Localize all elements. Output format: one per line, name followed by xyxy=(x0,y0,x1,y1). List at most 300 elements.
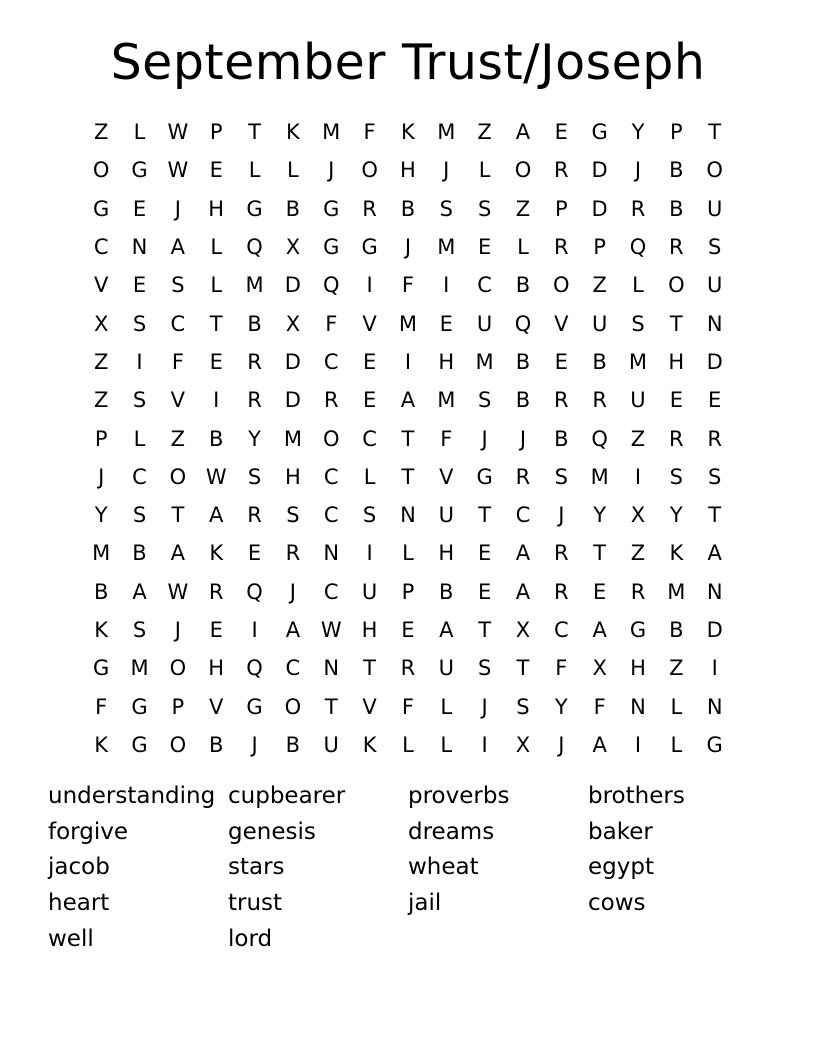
grid-letter: G xyxy=(93,196,110,221)
grid-letter: R xyxy=(630,579,646,604)
grid-letter: K xyxy=(401,120,415,145)
grid-letter: M xyxy=(437,120,456,145)
word-list-item: dreams xyxy=(408,818,495,845)
grid-row xyxy=(82,649,734,687)
grid-letter: V xyxy=(439,464,454,489)
grid-letter: E xyxy=(477,235,492,260)
grid-letter: C xyxy=(323,579,339,604)
grid-letter: N xyxy=(400,503,416,528)
grid-letter: C xyxy=(323,464,339,489)
grid-letter: S xyxy=(477,656,492,681)
word-list-item: well xyxy=(48,925,94,952)
grid-letter: R xyxy=(592,388,607,413)
grid-letter: S xyxy=(362,503,377,528)
grid-letter: E xyxy=(209,158,223,183)
grid-letter: V xyxy=(554,311,569,336)
grid-row xyxy=(82,726,734,764)
word-list-item: proverbs xyxy=(408,783,510,809)
grid-letter: M xyxy=(437,235,456,260)
grid-letter: C xyxy=(93,235,109,260)
grid-letter: Z xyxy=(93,120,109,145)
grid-letter: S xyxy=(286,503,300,528)
grid-letter: B xyxy=(515,388,531,413)
grid-letter: B xyxy=(669,158,684,183)
word-list-item: egypt xyxy=(588,854,654,881)
grid-letter: U xyxy=(476,311,493,336)
grid-letter: U xyxy=(706,273,723,298)
grid-letter: H xyxy=(208,656,225,681)
grid-letter: Q xyxy=(246,579,263,604)
grid-letter: U xyxy=(706,196,723,221)
grid-letter: H xyxy=(361,618,378,642)
grid-letter: S xyxy=(708,464,722,489)
grid-letter: J xyxy=(98,464,105,489)
grid-letter: U xyxy=(361,579,378,604)
grid-letter: W xyxy=(320,618,342,642)
grid-letter: Q xyxy=(514,311,532,336)
grid-letter: A xyxy=(132,579,147,604)
grid-letter: S xyxy=(669,464,683,489)
grid-letter: Z xyxy=(669,656,684,681)
grid-letter: C xyxy=(477,273,492,298)
grid-letter: R xyxy=(554,541,569,566)
grid-letter: F xyxy=(440,426,453,451)
grid-letter: V xyxy=(209,694,224,719)
grid-letter: N xyxy=(706,311,723,336)
grid-letter: A xyxy=(592,618,607,642)
grid-letter: O xyxy=(668,273,685,298)
grid-letter: Q xyxy=(322,273,340,298)
grid-letter: D xyxy=(706,618,723,642)
grid-letter: M xyxy=(130,656,149,681)
grid-letter: I xyxy=(634,464,642,489)
grid-letter: X xyxy=(592,656,607,681)
grid-letter: E xyxy=(554,120,568,145)
grid-letter: O xyxy=(92,158,110,183)
grid-letter: L xyxy=(210,235,223,260)
grid-letter: T xyxy=(516,656,530,681)
grid-letter: H xyxy=(438,541,455,566)
grid-letter: T xyxy=(363,656,376,681)
grid-letter: T xyxy=(478,503,492,528)
grid-letter: O xyxy=(169,656,187,681)
grid-letter: M xyxy=(590,464,609,489)
grid-letter: G xyxy=(591,120,608,145)
grid-letter: I xyxy=(404,349,412,374)
grid-letter: B xyxy=(208,426,224,451)
grid-letter: D xyxy=(591,158,608,183)
grid-letter: R xyxy=(630,196,646,221)
grid-letter: B xyxy=(669,618,684,642)
grid-letter: N xyxy=(706,579,723,604)
grid-letter: T xyxy=(401,426,415,451)
grid-letter: X xyxy=(515,618,531,642)
grid-letter: F xyxy=(95,694,108,719)
grid-letter: X xyxy=(93,311,109,336)
grid-row xyxy=(82,458,734,496)
grid-letter: M xyxy=(628,349,648,374)
word-list-item: jail xyxy=(408,890,442,917)
grid-letter: B xyxy=(285,196,301,221)
grid-letter: J xyxy=(558,503,565,528)
grid-letter: X xyxy=(285,311,301,336)
grid-letter: V xyxy=(170,388,186,413)
grid-letter: P xyxy=(94,426,108,451)
grid-letter: O xyxy=(706,158,723,183)
grid-letter: Z xyxy=(592,273,607,298)
grid-letter: A xyxy=(209,503,224,528)
grid-letter: L xyxy=(287,158,299,183)
grid-letter: B xyxy=(285,732,301,757)
grid-letter: I xyxy=(366,273,373,298)
grid-letter: M xyxy=(437,388,456,413)
grid-letter: L xyxy=(210,273,223,298)
grid-letter: C xyxy=(132,464,147,489)
grid-letter: U xyxy=(438,503,454,528)
grid-letter: W xyxy=(167,120,189,145)
grid-row xyxy=(82,343,734,381)
grid-letter: J xyxy=(174,196,181,221)
grid-letter: C xyxy=(553,618,569,642)
grid-letter: K xyxy=(669,541,684,566)
grid-letter: L xyxy=(440,732,453,757)
grid-row xyxy=(82,190,734,228)
grid-letter: I xyxy=(366,541,373,566)
grid-letter: R xyxy=(554,158,569,183)
grid-letter: C xyxy=(170,311,186,336)
grid-letter: O xyxy=(553,273,570,298)
grid-letter: B xyxy=(515,273,531,298)
grid-letter: Y xyxy=(669,503,683,528)
grid-letter: Z xyxy=(93,349,109,374)
grid-letter: E xyxy=(132,273,147,298)
grid-letter: R xyxy=(208,579,224,604)
grid-letter: R xyxy=(285,541,301,566)
grid-letter: P xyxy=(171,694,185,719)
grid-row xyxy=(82,151,734,189)
grid-letter: K xyxy=(362,732,377,757)
grid-letter: C xyxy=(515,503,531,528)
grid-letter: I xyxy=(443,273,450,298)
grid-letter: L xyxy=(133,120,146,145)
grid-letter: L xyxy=(133,426,146,451)
grid-row xyxy=(82,419,734,457)
grid-letter: E xyxy=(209,618,223,642)
grid-letter: E xyxy=(362,349,377,374)
grid-letter: A xyxy=(515,120,531,145)
grid-letter: I xyxy=(711,656,718,681)
grid-letter: X xyxy=(285,235,301,260)
grid-letter: E xyxy=(247,541,262,566)
grid-letter: J xyxy=(558,732,565,757)
grid-letter: E xyxy=(708,388,722,413)
grid-letter: N xyxy=(630,694,646,719)
grid-letter: G xyxy=(246,694,263,719)
grid-letter: F xyxy=(593,694,606,719)
grid-letter: V xyxy=(362,311,377,336)
word-list xyxy=(48,779,768,957)
grid-letter: S xyxy=(171,273,185,298)
grid-letter: P xyxy=(209,120,223,145)
grid-letter: M xyxy=(667,579,686,604)
grid-letter: H xyxy=(630,656,646,681)
grid-letter: Y xyxy=(94,503,108,528)
grid-row xyxy=(82,304,734,342)
grid-row xyxy=(82,496,734,534)
grid-letter: R xyxy=(554,235,569,260)
grid-row xyxy=(82,381,734,419)
grid-letter: G xyxy=(131,732,148,757)
grid-letter: L xyxy=(440,694,453,719)
grid-row xyxy=(82,573,734,611)
grid-letter: Y xyxy=(631,120,645,145)
grid-letter: M xyxy=(245,273,264,298)
grid-letter: Z xyxy=(630,541,646,566)
grid-letter: G xyxy=(476,464,493,489)
grid-letter: T xyxy=(593,541,607,566)
grid-letter: Q xyxy=(629,235,647,260)
grid-letter: G xyxy=(629,618,647,642)
grid-letter: M xyxy=(283,426,302,451)
grid-letter: G xyxy=(93,656,110,681)
grid-letter: E xyxy=(593,579,607,604)
grid-letter: S xyxy=(631,311,645,336)
grid-letter: N xyxy=(131,235,148,260)
letter-grid xyxy=(82,113,734,764)
grid-letter: S xyxy=(708,235,722,260)
grid-letter: H xyxy=(438,349,455,374)
grid-letter: K xyxy=(94,618,109,642)
grid-letter: U xyxy=(323,732,339,757)
grid-letter: R xyxy=(400,656,416,681)
grid-letter: O xyxy=(322,426,340,451)
grid-letter: E xyxy=(362,388,377,413)
grid-letter: A xyxy=(515,579,531,604)
grid-letter: R xyxy=(669,426,684,451)
grid-letter: M xyxy=(322,120,341,145)
grid-letter: F xyxy=(401,273,414,298)
grid-letter: E xyxy=(554,349,568,374)
word-list-item: brothers xyxy=(588,783,685,809)
grid-letter: S xyxy=(516,694,530,719)
grid-letter: G xyxy=(361,235,378,260)
grid-letter: A xyxy=(439,618,454,642)
grid-letter: Q xyxy=(591,426,608,451)
grid-letter: C xyxy=(323,349,339,374)
grid-letter: E xyxy=(669,388,683,413)
grid-letter: L xyxy=(632,273,644,298)
grid-letter: T xyxy=(708,120,722,145)
grid-letter: M xyxy=(92,541,111,566)
grid-letter: L xyxy=(248,158,261,183)
grid-letter: Z xyxy=(477,120,492,145)
grid-letter: R xyxy=(323,388,339,413)
word-list-item: stars xyxy=(228,854,285,881)
word-list-item: jacob xyxy=(48,854,110,881)
grid-row xyxy=(82,687,734,725)
grid-letter: F xyxy=(363,120,376,145)
grid-letter: E xyxy=(401,618,415,642)
grid-letter: M xyxy=(398,311,417,336)
grid-letter: Q xyxy=(246,656,263,681)
grid-letter: X xyxy=(630,503,646,528)
grid-letter: E xyxy=(439,311,453,336)
grid-letter: B xyxy=(400,196,416,221)
grid-letter: J xyxy=(328,158,335,183)
grid-row xyxy=(82,266,734,304)
grid-letter: E xyxy=(477,579,492,604)
grid-letter: R xyxy=(554,388,569,413)
grid-letter: J xyxy=(634,158,642,183)
grid-letter: R xyxy=(247,388,262,413)
grid-letter: T xyxy=(209,311,223,336)
grid-letter: L xyxy=(517,235,529,260)
grid-letter: G xyxy=(131,158,148,183)
grid-letter: U xyxy=(591,311,608,336)
grid-letter: S xyxy=(439,196,453,221)
grid-letter: S xyxy=(477,388,492,413)
grid-letter: C xyxy=(285,656,301,681)
grid-letter: A xyxy=(170,235,186,260)
grid-letter: W xyxy=(205,464,227,489)
grid-letter: F xyxy=(401,694,414,719)
grid-letter: D xyxy=(706,349,723,374)
grid-letter: B xyxy=(93,579,109,604)
grid-letter: B xyxy=(132,541,147,566)
grid-letter: G xyxy=(246,196,263,221)
grid-letter: F xyxy=(555,656,568,681)
grid-letter: V xyxy=(362,694,377,719)
grid-letter: I xyxy=(481,732,488,757)
grid-row xyxy=(82,113,734,151)
grid-letter: C xyxy=(362,426,377,451)
grid-letter: A xyxy=(592,732,607,757)
grid-letter: J xyxy=(481,694,488,719)
grid-letter: K xyxy=(286,120,300,145)
grid-letter: U xyxy=(438,656,454,681)
word-list-item: baker xyxy=(588,818,653,845)
grid-letter: R xyxy=(554,579,569,604)
word-list-item: wheat xyxy=(408,854,479,881)
word-list-item: forgive xyxy=(48,818,128,845)
grid-row xyxy=(82,228,734,266)
grid-letter: K xyxy=(209,541,224,566)
grid-letter: X xyxy=(515,732,531,757)
grid-letter: T xyxy=(708,503,722,528)
grid-letter: L xyxy=(363,464,376,489)
grid-letter: A xyxy=(400,388,416,413)
grid-letter: D xyxy=(591,196,608,221)
grid-letter: B xyxy=(554,426,569,451)
grid-letter: O xyxy=(169,464,187,489)
grid-letter: N xyxy=(323,541,340,566)
grid-letter: Y xyxy=(593,503,607,528)
grid-letter: F xyxy=(171,349,184,374)
grid-letter: V xyxy=(93,273,109,298)
grid-letter: A xyxy=(170,541,186,566)
grid-letter: J xyxy=(289,579,296,604)
grid-letter: Z xyxy=(170,426,186,451)
grid-letter: A xyxy=(285,618,301,642)
word-list-item: trust xyxy=(228,890,283,917)
grid-letter: O xyxy=(169,732,187,757)
grid-letter: B xyxy=(669,196,684,221)
grid-letter: R xyxy=(247,503,262,528)
grid-letter: H xyxy=(284,464,301,489)
grid-letter: S xyxy=(554,464,568,489)
grid-letter: O xyxy=(284,694,302,719)
grid-letter: J xyxy=(251,732,258,757)
grid-letter: D xyxy=(284,349,301,374)
grid-letter: H xyxy=(208,196,225,221)
grid-letter: A xyxy=(515,541,531,566)
grid-letter: I xyxy=(251,618,258,642)
grid-letter: S xyxy=(247,464,262,489)
grid-letter: R xyxy=(707,426,722,451)
grid-letter: T xyxy=(401,464,415,489)
word-list-item: cupbearer xyxy=(228,783,346,809)
grid-letter: D xyxy=(284,388,301,413)
grid-letter: H xyxy=(668,349,685,374)
grid-letter: T xyxy=(248,120,261,145)
grid-letter: I xyxy=(136,349,143,374)
grid-letter: B xyxy=(439,579,454,604)
word-list-item: understanding xyxy=(48,783,216,809)
grid-letter: R xyxy=(247,349,262,374)
grid-letter: T xyxy=(669,311,683,336)
grid-letter: B xyxy=(247,311,262,336)
page-title: September Trust/Joseph xyxy=(110,34,706,91)
grid-letter: L xyxy=(402,732,414,757)
grid-letter: S xyxy=(132,503,147,528)
grid-letter: P xyxy=(593,235,606,260)
grid-row xyxy=(82,534,734,572)
grid-letter: J xyxy=(174,618,181,642)
grid-letter: O xyxy=(514,158,532,183)
grid-letter: F xyxy=(325,311,338,336)
grid-letter: S xyxy=(132,311,147,336)
word-list-item: genesis xyxy=(228,818,316,845)
grid-letter: E xyxy=(477,541,492,566)
grid-letter: G xyxy=(323,196,340,221)
grid-letter: J xyxy=(481,426,488,451)
grid-letter: C xyxy=(323,503,339,528)
grid-letter: G xyxy=(323,235,340,260)
grid-letter: P xyxy=(669,120,683,145)
grid-letter: E xyxy=(132,196,147,221)
grid-letter: K xyxy=(94,732,109,757)
grid-letter: H xyxy=(400,158,416,183)
word-list-item: cows xyxy=(588,890,646,917)
grid-letter: S xyxy=(132,618,147,642)
grid-letter: E xyxy=(209,349,223,374)
grid-letter: W xyxy=(167,579,189,604)
grid-letter: G xyxy=(131,694,148,719)
grid-letter: O xyxy=(361,158,378,183)
grid-letter: R xyxy=(669,235,684,260)
grid-letter: B xyxy=(515,349,531,374)
grid-letter: D xyxy=(284,273,301,298)
word-list-item: heart xyxy=(48,890,110,917)
grid-letter: T xyxy=(478,618,492,642)
grid-letter: S xyxy=(477,196,492,221)
grid-letter: L xyxy=(402,541,414,566)
grid-letter: T xyxy=(171,503,185,528)
grid-letter: B xyxy=(208,732,224,757)
grid-letter: J xyxy=(443,158,450,183)
word-list-item: lord xyxy=(228,925,273,952)
grid-letter: G xyxy=(706,732,723,757)
